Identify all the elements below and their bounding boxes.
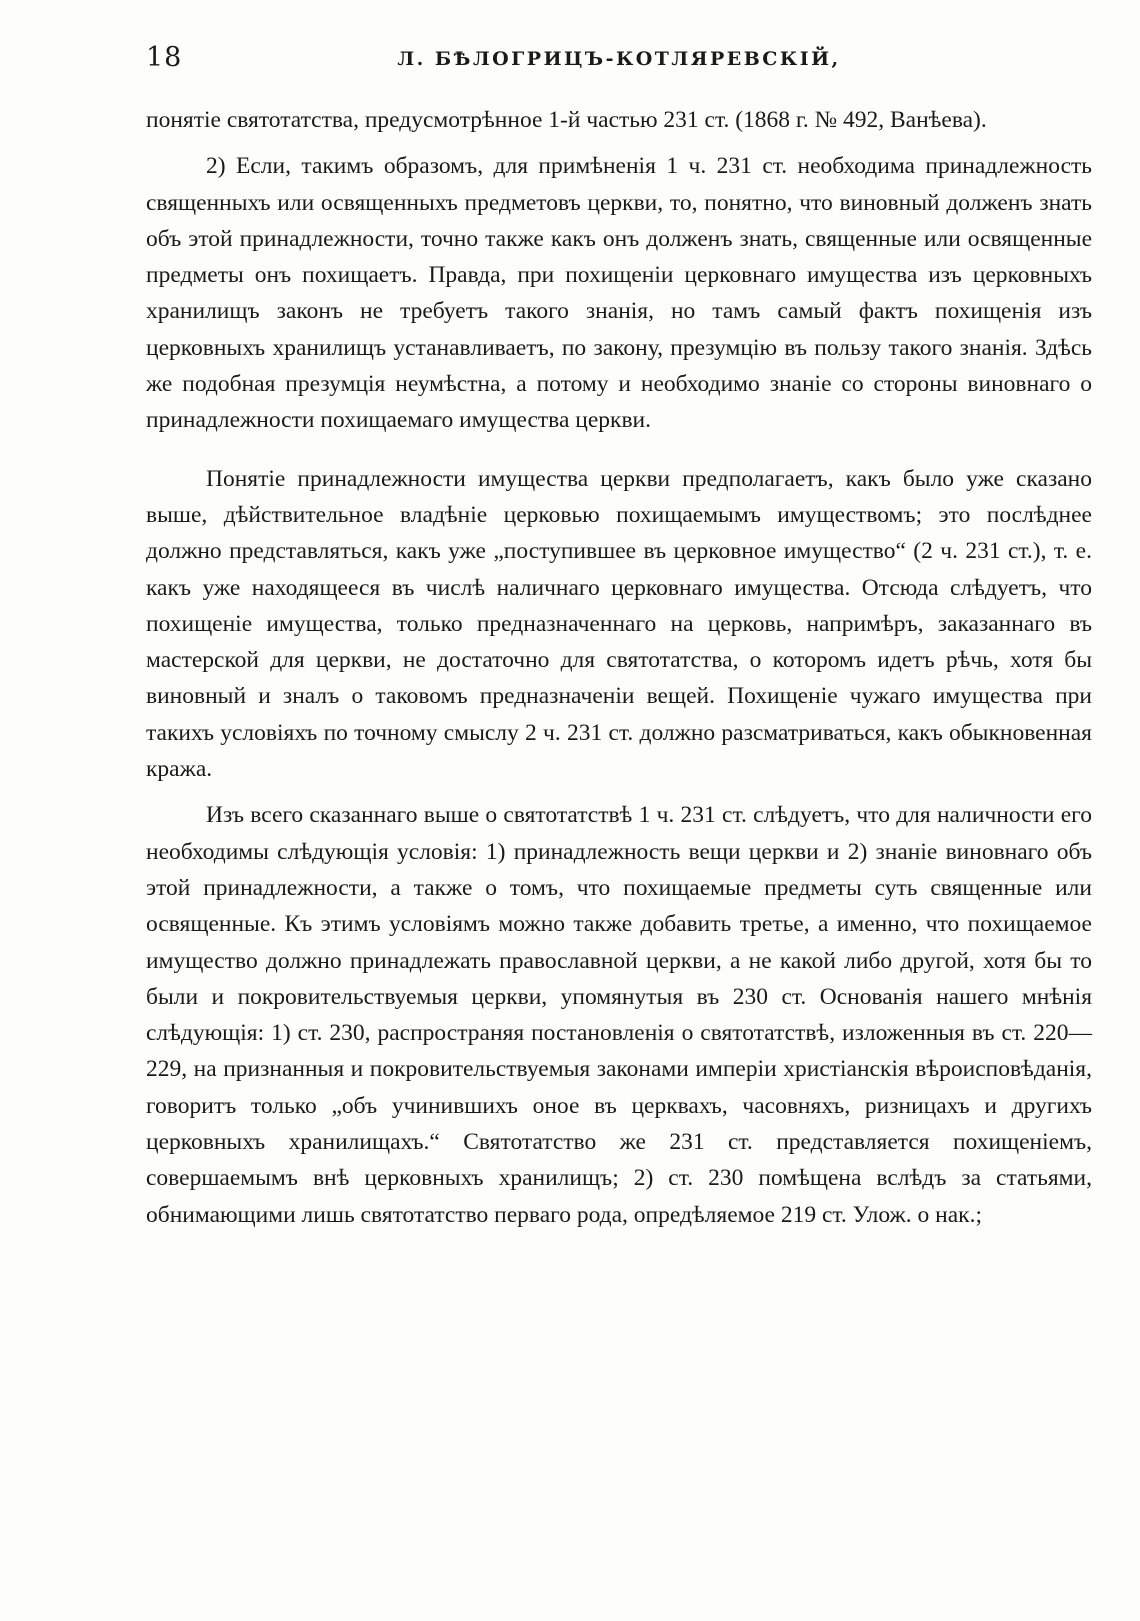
paragraph-3: Понятіе принадлежности имущества церкви предполагаетъ, какъ было уже сказано выше, дѣйствительное владѣніе церковью похищаемымъ имуществомъ; это послѣднее должно представляться, какъ уже „поступившее въ церковное имущество“ (2 ч. 231 ст.), т. е. какъ уже находящееся въ числѣ наличнаго церковнаго имущества. Отсюда слѣдуетъ, что похищеніе имущества, только предназначеннаго на церковь, напримѣръ, заказаннаго въ мастерской для церкви, не достаточно для святотатства, о которомъ идетъ рѣчь, хотя бы виновный и зналъ о таковомъ предназначеніи вещей. Похищеніе чужаго имущества при такихъ условіяхъ по точному смыслу 2 ч. 231 ст. должно разсматриваться, какъ обыкновенная кража. [146, 465, 1092, 783]
paragraph-2: 2) Если, такимъ образомъ, для примѣненія 1 ч. 231 ст. необходима принадлежность священныхъ или освященныхъ предметовъ церкви, то, понятно, что виновный долженъ знать объ этой принадлежности, точно также какъ онъ долженъ знать, священные или освященные предметы онъ похищаетъ. Правда, при похищеніи церковнаго имущества изъ церковныхъ хранилищъ законъ не требуетъ такого знанія, но тамъ самый фактъ похищенія изъ церковныхъ хранилищъ устанавливаетъ, по закону, презумцію въ пользу такого знанія. Здѣсь же подобная презумція неумѣстна, а потому и необходимо знаніе со стороны виновнаго о принадлежности похищаемаго имущества церкви. [146, 153, 1092, 434]
paragraph-4: Изъ всего сказаннаго выше о святотатствѣ 1 ч. 231 ст. слѣдуетъ, что для наличности его необходимы слѣдующія условія: 1) принадлежность вещи церкви и 2) знаніе виновнаго объ этой принадлежности, а также о томъ, что похищаемые предметы суть священные или освященные. Къ этимъ условіямъ можно также добавить третье, а именно, что похищаемое имущество должно принадлежать православной церкви, а не какой либо другой, хотя бы то были и покровительствуемыя церкви, упомянутыя въ 230 ст. Основанія нашего мнѣнія слѣдующія: 1) ст. 230, распространяя постановленія о святотатствѣ, изложенныя въ ст. 220—229, на признанныя и покровительствуемыя законами имперіи христіанскія вѣроисповѣданія, говоритъ только „объ учинившихъ оное въ церквахъ, часовняхъ, ризницахъ и другихъ церковныхъ хранилищахъ.“ Святотатство же 231 ст. представляется похищеніемъ, совершаемымъ внѣ церковныхъ хранилищъ; 2) ст. 230 помѣщена вслѣдъ за статьями, обнимающими лишь святотатство перваго рода, опредѣляемое 219 ст. Улож. о нак.; [146, 802, 1092, 1228]
running-head: Л. БѢЛОГРИЦЪ-КОТЛЯРЕВСКІЙ, [397, 48, 841, 70]
page-header [146, 42, 1092, 82]
paragraph-1: понятіе святотатства, предусмотрѣнное 1-й частью 231 ст. (1868 г. № 492, Ванѣева). [146, 107, 987, 133]
paragraph-gap [146, 449, 1092, 461]
page-number: 18 [146, 42, 183, 73]
body-text [146, 102, 1092, 1243]
